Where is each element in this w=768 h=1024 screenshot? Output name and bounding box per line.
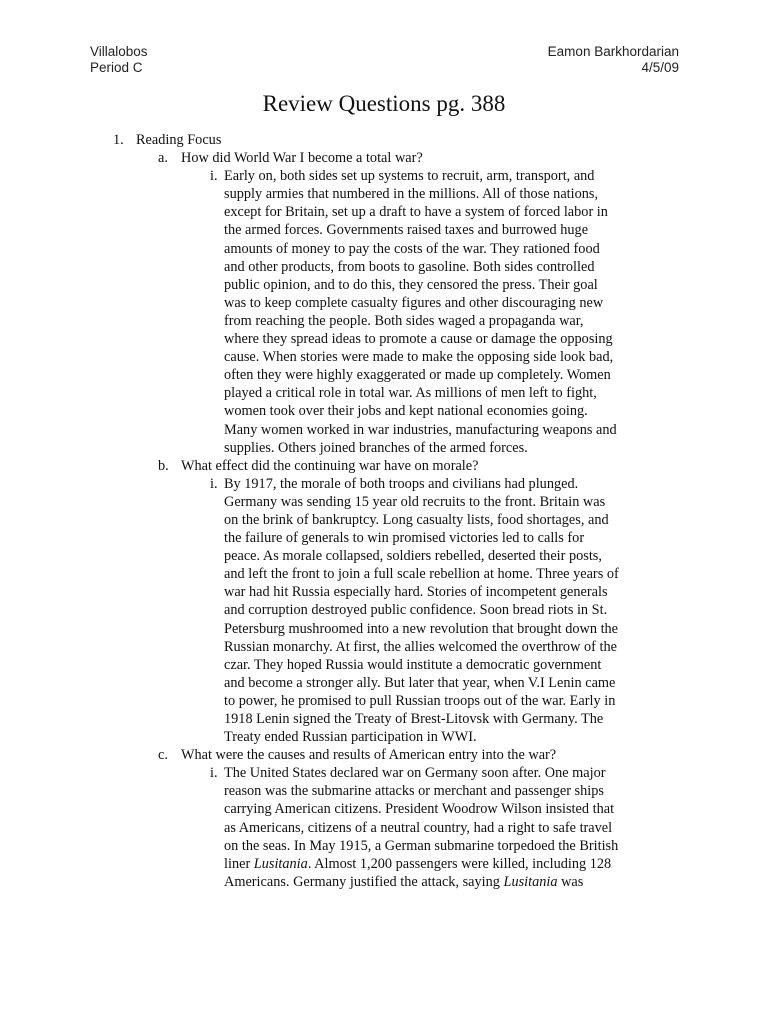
- class-period: Period C: [90, 60, 143, 75]
- page-title: Review Questions pg. 388: [262, 91, 506, 116]
- question-text: What effect did the continuing war have on morale?: [181, 457, 479, 474]
- answer-line: Germany was sending 15 year old recruits to the front. Britain was: [224, 493, 606, 510]
- answer-line: the armed forces. Governments raised taxes and burrowed huge: [224, 222, 589, 239]
- answer-line: women took over their jobs and kept national economies going.: [224, 403, 588, 420]
- answer-line: Many women worked in war industries, manufacturing weapons and: [224, 421, 617, 438]
- question-text: How did World War I become a total war?: [181, 150, 423, 167]
- section-number: 1.: [113, 132, 124, 148]
- header-right: [548, 44, 679, 76]
- question-text: What were the causes and results of American entry into the war?: [181, 747, 557, 764]
- answer-line: to power, he promised to pull Russian troops out of the war. Early in: [224, 692, 616, 709]
- question-label: c.: [158, 747, 168, 764]
- answer-item: [0, 764, 768, 891]
- answer-line: the failure of generals to win promised victories led to calls for: [224, 530, 585, 547]
- answer-line: Americans. Germany justified the attack, saying Lusitania was: [224, 873, 584, 890]
- answer-line: amounts of money to pay the costs of the war. They rationed food: [224, 240, 600, 257]
- answer-line: Early on, both sides set up systems to recruit, arm, transport, and: [224, 168, 595, 185]
- section-heading: [0, 131, 768, 149]
- answer-line: played a critical role in total war. As millions of men left to fight,: [224, 385, 597, 402]
- answer-line: carrying American citizens. President Woodrow Wilson insisted that: [224, 801, 615, 818]
- answer-line: and other products, from boots to gasoline. Both sides controlled: [224, 258, 595, 275]
- answer-line: on the brink of bankruptcy. Long casualty lists, food shortages, and: [224, 511, 609, 528]
- question-item: [0, 457, 768, 475]
- answer-line: liner Lusitania. Almost 1,200 passengers were killed, including 128: [224, 855, 612, 872]
- answer-line: where they spread ideas to promote a cause or damage the opposing: [224, 331, 613, 348]
- answer-line: cause. When stories were made to make the opposing side look bad,: [224, 349, 614, 366]
- answer-text: [224, 475, 686, 746]
- answer-line: peace. As morale collapsed, soldiers rebelled, deserted their posts,: [224, 548, 602, 565]
- answer-line: was to keep complete casualty figures and other discouraging new: [224, 294, 604, 311]
- answer-line: except for Britain, set up a draft to have a system of forced labor in: [224, 204, 608, 221]
- answer-line: Treaty ended Russian participation in WWI.: [224, 729, 477, 746]
- answer-label: i.: [210, 765, 218, 782]
- header-left: [90, 44, 148, 76]
- document-date: 4/5/09: [641, 60, 679, 75]
- student-name: Eamon Barkhordarian: [547, 44, 679, 59]
- answer-line: on the seas. In May 1915, a German submarine torpedoed the British: [224, 837, 619, 854]
- answer-line: czar. They hoped Russia would institute a democratic government: [224, 656, 602, 673]
- answer-line: war had hit Russia especially hard. Stories of incompetent generals: [224, 584, 608, 601]
- answer-item: [0, 167, 768, 457]
- question-item: [0, 149, 768, 167]
- answer-line: 1918 Lenin signed the Treaty of Brest-Litovsk with Germany. The: [224, 711, 604, 727]
- answer-item: [0, 475, 768, 746]
- answer-line: By 1917, the morale of both troops and civilians had plunged.: [224, 475, 579, 492]
- question-label: a.: [158, 150, 168, 167]
- answer-line: Petersburg mushroomed into a new revolution that brought down the: [224, 620, 619, 637]
- document-body: [0, 131, 768, 891]
- answer-line: supplies. Others joined branches of the armed forces.: [224, 439, 528, 456]
- answer-line: The United States declared war on Germany soon after. One major: [224, 765, 606, 782]
- answer-line: and left the front to join a full scale rebellion at home. Three years of: [224, 566, 619, 583]
- answer-line: public opinion, and to do this, they censored the press. Their goal: [224, 276, 598, 293]
- answer-line: supply armies that numbered in the millions. All of those nations,: [224, 186, 599, 203]
- answer-label: i.: [210, 475, 218, 492]
- question-list: [0, 149, 768, 891]
- answer-line: as Americans, citizens of a neutral country, had a right to safe travel: [224, 819, 613, 836]
- section-label: Reading Focus: [136, 132, 222, 148]
- answer-label: i.: [210, 168, 218, 185]
- answer-line: Russian monarchy. At first, the allies welcomed the overthrow of the: [224, 638, 617, 655]
- answer-text: [224, 764, 686, 891]
- answer-line: often they were highly exaggerated or made up completely. Women: [224, 367, 611, 384]
- answer-text: [224, 167, 686, 457]
- question-item: [0, 746, 768, 764]
- answer-line: reason was the submarine attacks or merchant and passenger ships: [224, 783, 604, 800]
- teacher-name: Villalobos: [90, 44, 148, 59]
- answer-line: from reaching the people. Both sides waged a propaganda war,: [224, 312, 584, 329]
- answer-line: and become a stronger ally. But later that year, when V.I Lenin came: [224, 674, 616, 691]
- answer-line: and corruption destroyed public confidence. Soon bread riots in St.: [224, 602, 608, 619]
- question-label: b.: [158, 457, 169, 474]
